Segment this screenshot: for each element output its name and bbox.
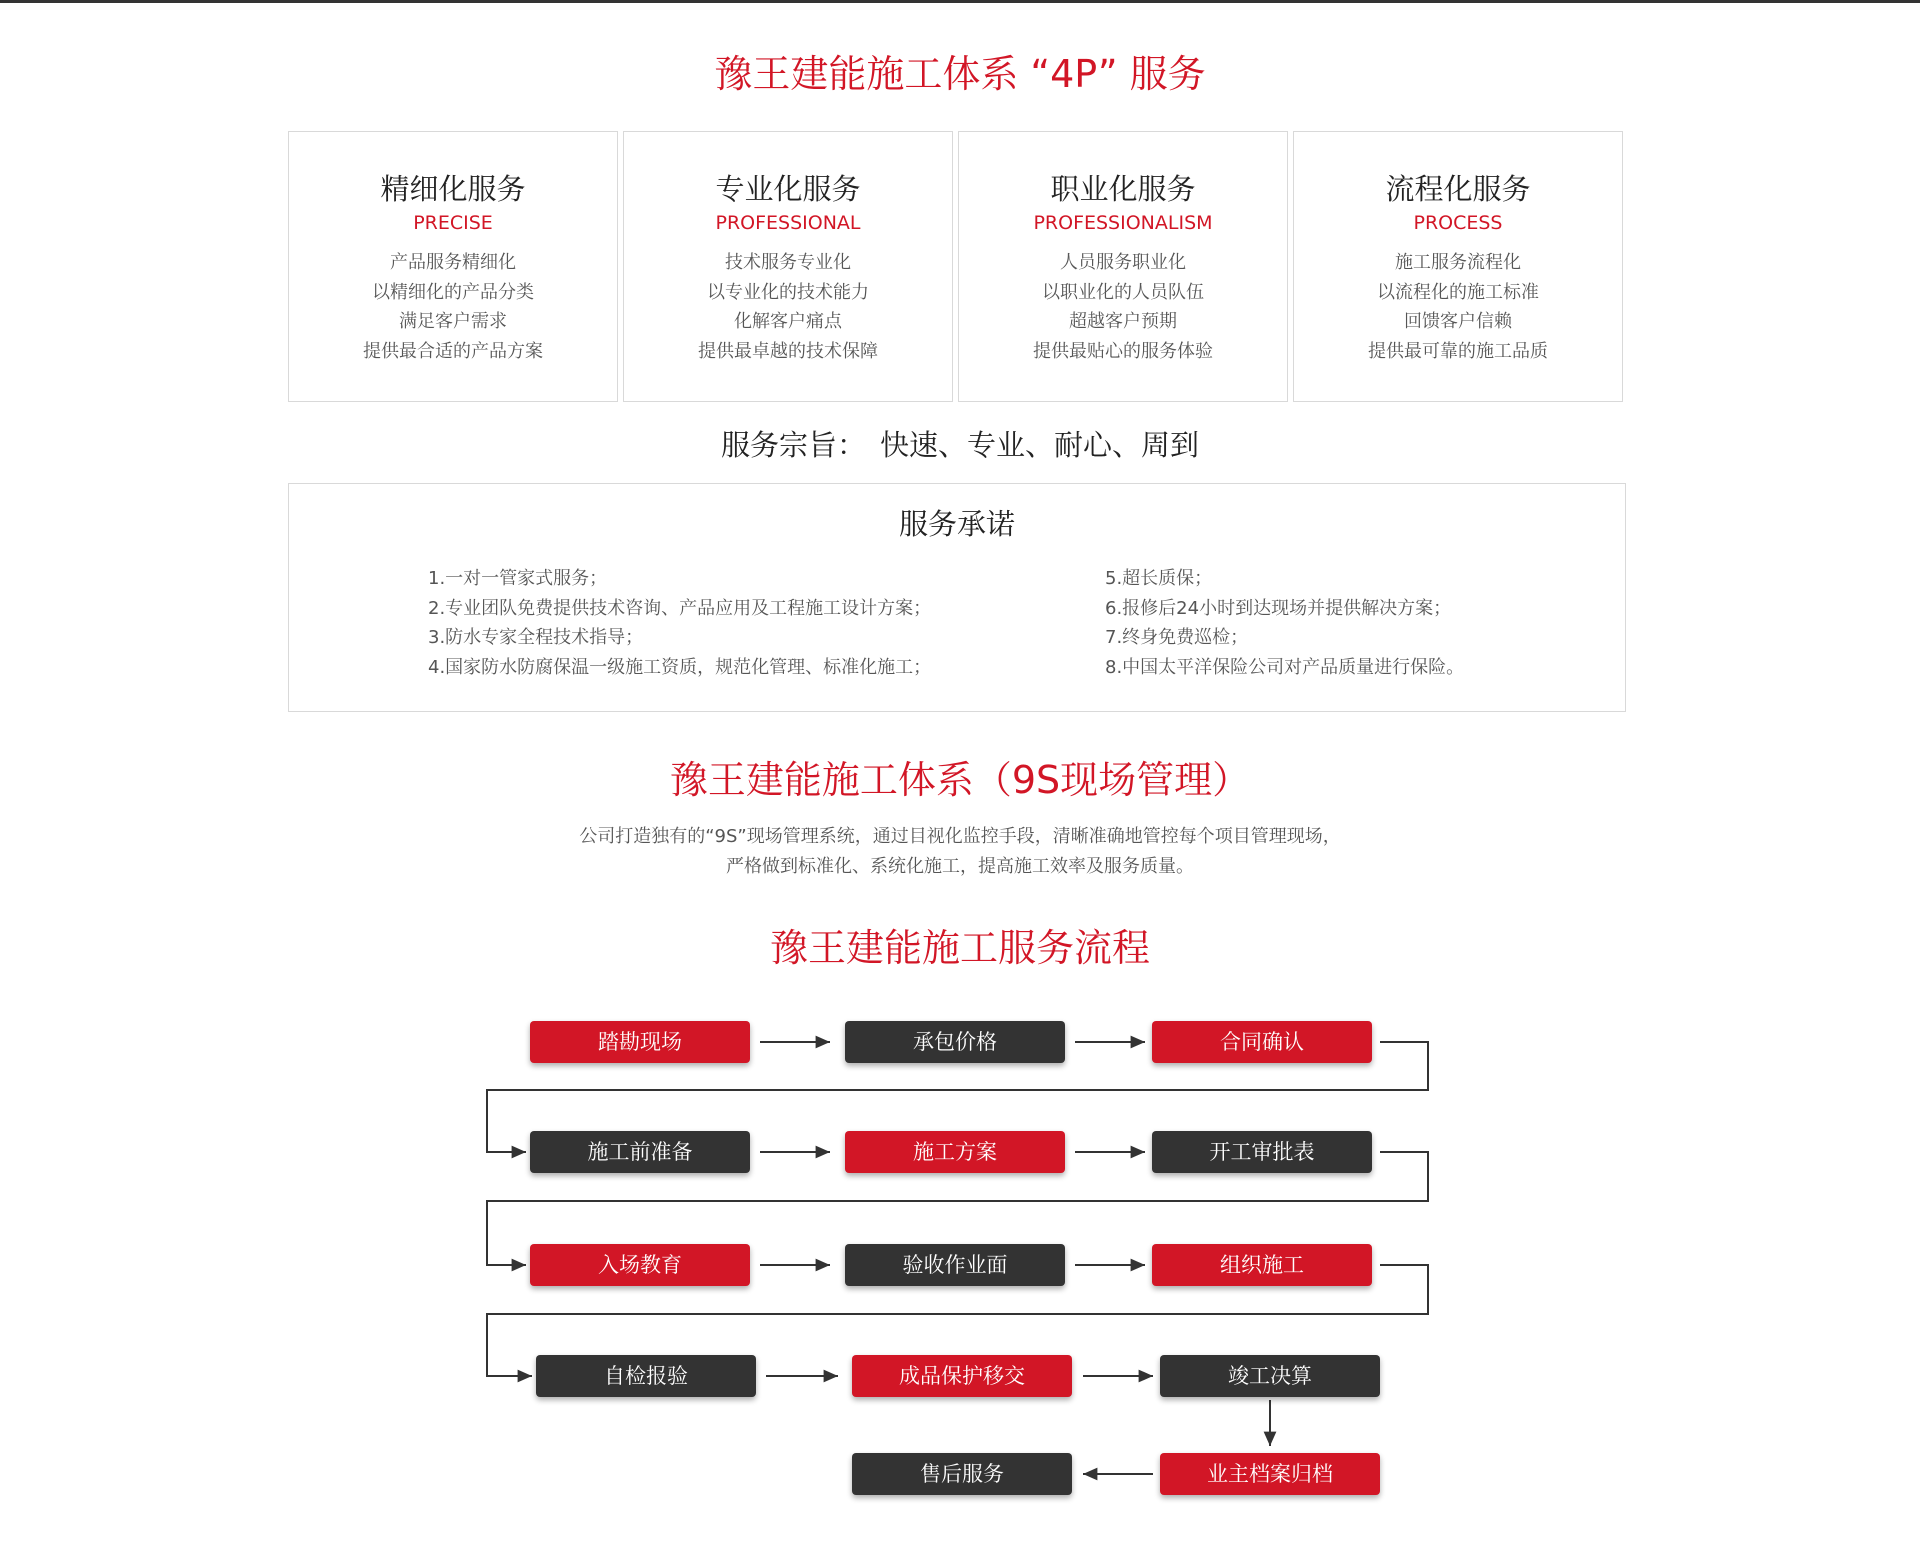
flow-step-construction-plan: 施工方案 — [845, 1131, 1065, 1173]
card-line: 以专业化的技术能力 — [707, 281, 869, 303]
flow-step-contract-price: 承包价格 — [845, 1021, 1065, 1063]
flow-step-start-approval: 开工审批表 — [1152, 1131, 1372, 1173]
card-line: 以精细化的产品分类 — [372, 281, 534, 303]
tenet-label: 服务宗旨： — [720, 428, 866, 462]
card-line: 提供最贴心的服务体验 — [1033, 340, 1213, 362]
card-line: 提供最卓越的技术保障 — [698, 340, 878, 362]
flow-step-contract-confirm: 合同确认 — [1152, 1021, 1372, 1063]
card-title: 流程化服务 — [1385, 172, 1531, 206]
flow-step-organize-construction: 组织施工 — [1152, 1244, 1372, 1286]
card-line: 以流程化的施工标准 — [1377, 281, 1539, 303]
flow-step-after-sales: 售后服务 — [852, 1453, 1072, 1495]
flow-step-handover: 成品保护移交 — [852, 1355, 1072, 1397]
card-subtitle: PRECISE — [413, 212, 493, 234]
flow-step-final-accounts: 竣工决算 — [1160, 1355, 1380, 1397]
card-line: 提供最可靠的施工品质 — [1368, 340, 1548, 362]
promise-title: 服务承诺 — [898, 507, 1015, 541]
card-line: 回馈客户信赖 — [1404, 311, 1512, 332]
description-line: 严格做到标准化、系统化施工，提高施工效率及服务质量。 — [726, 856, 1194, 877]
card-line: 满足客户需求 — [399, 311, 507, 332]
card-line: 以职业化的人员队伍 — [1042, 281, 1204, 303]
card-subtitle: PROFESSIONALISM — [1033, 212, 1213, 234]
card-line: 产品服务精细化 — [390, 252, 516, 273]
card-subtitle: PROFESSIONAL — [715, 212, 861, 234]
card-subtitle: PROCESS — [1413, 212, 1503, 234]
section-9s-title: 豫王建能施工体系（9S现场管理） — [669, 758, 1251, 802]
flow-step-site-training: 入场教育 — [530, 1244, 750, 1286]
tenet-value: 快速、专业、耐心、周到 — [880, 428, 1200, 462]
promise-item: 3.防水专家全程技术指导； — [428, 627, 644, 648]
card-line: 技术服务专业化 — [725, 252, 851, 273]
promise-item: 2.专业团队免费提供技术咨询、产品应用及工程施工设计方案； — [428, 597, 932, 619]
promise-item: 6.报修后24小时到达现场并提供解决方案； — [1105, 597, 1452, 619]
promise-item: 5.超长质保； — [1105, 568, 1213, 589]
promise-item: 8.中国太平洋保险公司对产品质量进行保险。 — [1105, 656, 1465, 678]
section-4p-title: 豫王建能施工体系 “4P” 服务 — [714, 52, 1206, 96]
description-line: 公司打造独有的“9S”现场管理系统，通过目视化监控手段，清晰准确地管控每个项目管理现场， — [579, 826, 1341, 847]
card-title: 精细化服务 — [380, 172, 526, 206]
flow-title: 豫王建能施工服务流程 — [769, 926, 1150, 970]
flow-step-site-survey: 踏勘现场 — [530, 1021, 750, 1063]
card-line: 人员服务职业化 — [1060, 252, 1186, 273]
promise-item: 4.国家防水防腐保温一级施工资质，规范化管理、标准化施工； — [428, 656, 932, 678]
flow-step-self-inspection: 自检报验 — [536, 1355, 756, 1397]
card-line: 提供最合适的产品方案 — [363, 340, 543, 362]
flow-step-pre-construction: 施工前准备 — [530, 1131, 750, 1173]
flow-step-surface-acceptance: 验收作业面 — [845, 1244, 1065, 1286]
card-line: 化解客户痛点 — [734, 311, 842, 332]
promise-item: 7.终身免费巡检； — [1105, 627, 1249, 648]
card-line: 施工服务流程化 — [1395, 252, 1521, 273]
card-title: 职业化服务 — [1050, 172, 1196, 206]
promise-item: 1.一对一管家式服务； — [428, 568, 608, 589]
flow-step-owner-archive: 业主档案归档 — [1160, 1453, 1380, 1495]
card-title: 专业化服务 — [715, 172, 861, 206]
card-line: 超越客户预期 — [1069, 311, 1177, 332]
